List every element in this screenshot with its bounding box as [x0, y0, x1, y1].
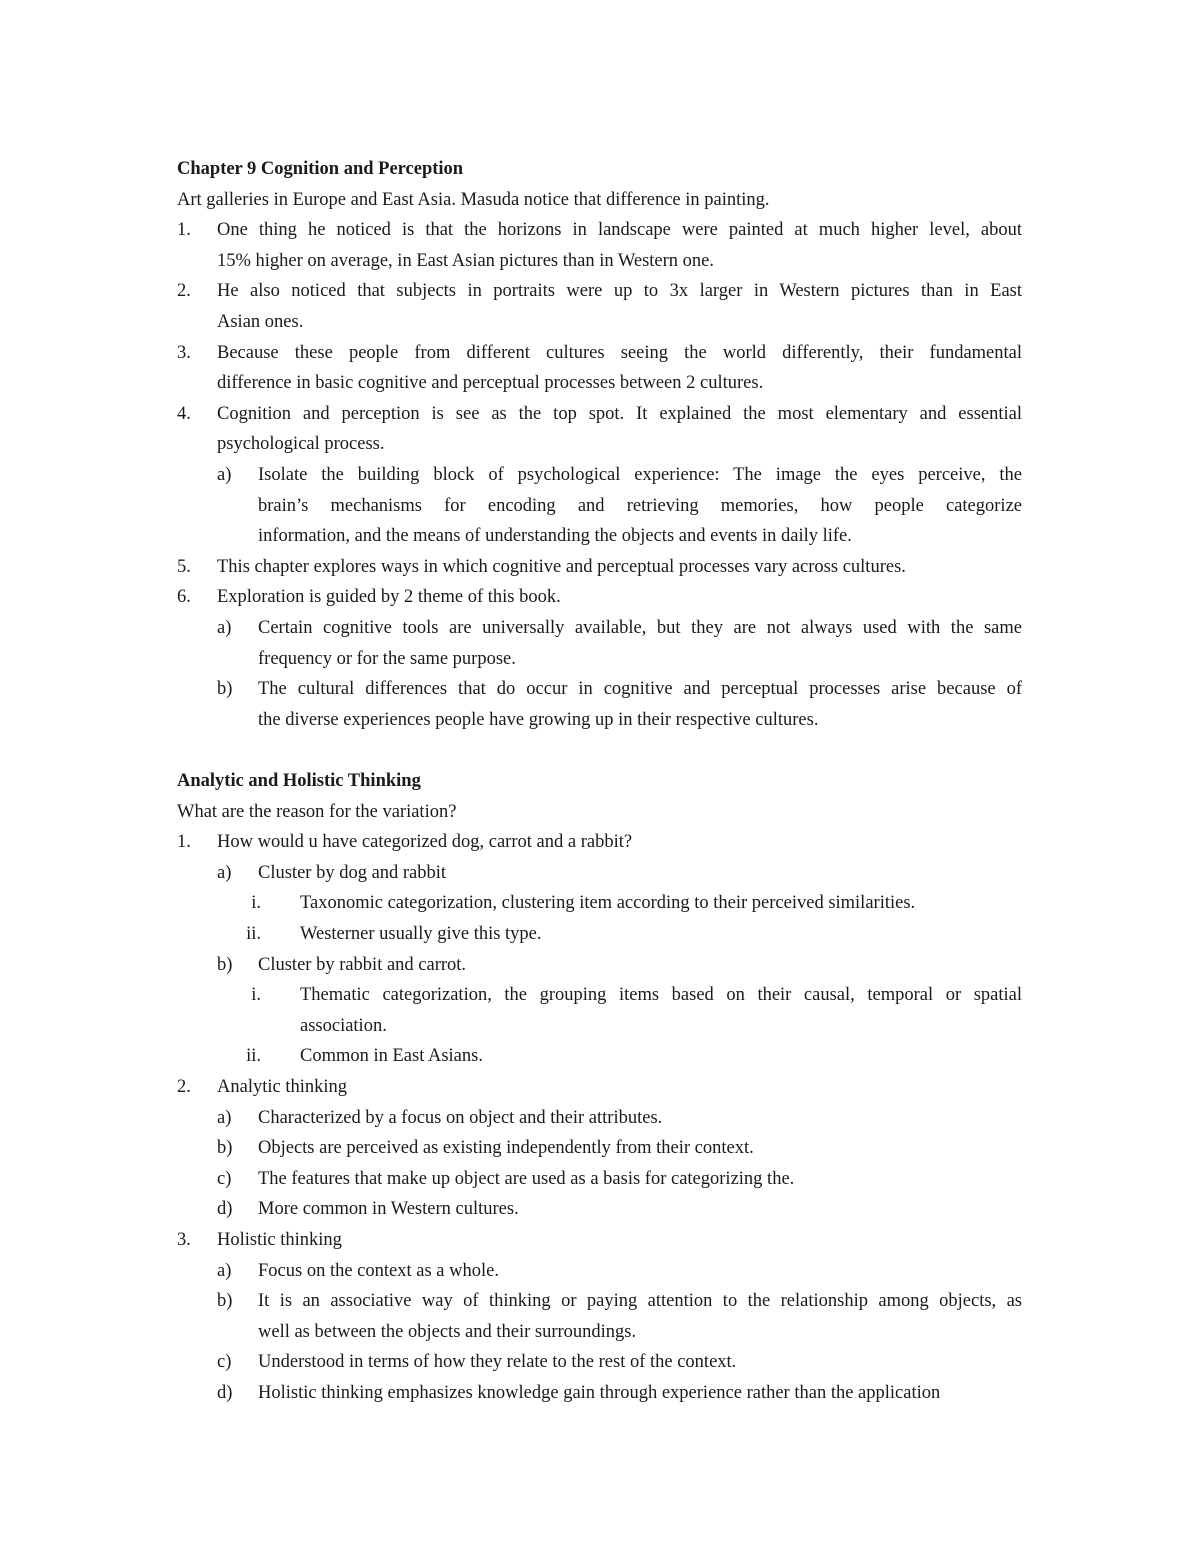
list-letter: b) — [217, 1291, 233, 1311]
list-item-text: Isolate the building block of psychological experience: The image the eyes perceive, the — [258, 465, 1022, 485]
list-letter: c) — [217, 1352, 232, 1372]
section-title: Analytic and Holistic Thinking — [177, 771, 421, 791]
list-letter: b) — [217, 955, 233, 975]
list-item-text: Asian ones. — [217, 312, 304, 332]
list-number: 2. — [177, 281, 191, 301]
list-number: 6. — [177, 587, 191, 607]
list-item-text: Cluster by rabbit and carrot. — [258, 955, 467, 975]
section-title: Chapter 9 Cognition and Perception — [177, 159, 464, 179]
list-item-text: Exploration is guided by 2 theme of this book. — [217, 587, 561, 607]
list-letter: a) — [217, 618, 232, 638]
list-number: 2. — [177, 1077, 191, 1097]
list-item-text: frequency or for the same purpose. — [258, 649, 516, 669]
list-item-text: Because these people from different cultures seeing the world differently, their fundamental — [217, 343, 1022, 363]
list-number: 3. — [177, 1230, 191, 1250]
list-item-text: brain’s mechanisms for encoding and retrieving memories, how people categorize — [258, 496, 1022, 516]
list-roman: ii. — [246, 1046, 261, 1066]
list-item-text: The features that make up object are used as a basis for categorizing the. — [258, 1169, 795, 1189]
list-item-text: Thematic categorization, the grouping items based on their causal, temporal or spatial — [300, 985, 1022, 1005]
list-letter: d) — [217, 1383, 233, 1403]
list-item-text: Cluster by dog and rabbit — [258, 863, 447, 883]
list-number: 1. — [177, 220, 191, 240]
list-item-text: He also noticed that subjects in portraits were up to 3x larger in Western pictures than in East — [217, 281, 1022, 301]
list-item-text: More common in Western cultures. — [258, 1199, 519, 1219]
list-item-text: Cognition and perception is see as the top spot. It explained the most elementary and essential — [217, 404, 1022, 424]
list-item-text: information, and the means of understanding the objects and events in daily life. — [258, 526, 852, 546]
list-item-text: 15% higher on average, in East Asian pictures than in Western one. — [217, 251, 715, 271]
list-item-text: Certain cognitive tools are universally available, but they are not always used with the same — [258, 618, 1022, 638]
list-item-text: Holistic thinking — [217, 1230, 342, 1250]
list-item-text: Understood in terms of how they relate to the rest of the context. — [258, 1352, 737, 1372]
list-item-text: This chapter explores ways in which cognitive and perceptual processes vary across cultures. — [217, 557, 906, 577]
list-letter: d) — [217, 1199, 233, 1219]
list-item-text: It is an associative way of thinking or paying attention to the relationship among objects, as — [258, 1291, 1022, 1311]
list-item-text: Analytic thinking — [217, 1077, 347, 1097]
list-item-text: Focus on the context as a whole. — [258, 1261, 499, 1281]
section-intro: Art galleries in Europe and East Asia. Masuda notice that difference in painting. — [177, 190, 770, 210]
section-intro: What are the reason for the variation? — [177, 802, 457, 822]
list-item-text: well as between the objects and their surroundings. — [258, 1322, 637, 1342]
list-number: 5. — [177, 557, 191, 577]
list-item-text: The cultural differences that do occur in cognitive and perceptual processes arise because of — [258, 679, 1022, 699]
list-item-text: One thing he noticed is that the horizons in landscape were painted at much higher level, about — [217, 220, 1022, 240]
list-letter: a) — [217, 1108, 232, 1128]
list-item-text: Westerner usually give this type. — [300, 924, 542, 944]
list-roman: i. — [251, 893, 261, 913]
list-item-text: the diverse experiences people have growing up in their respective cultures. — [258, 710, 819, 730]
list-roman: ii. — [246, 924, 261, 944]
list-number: 1. — [177, 832, 191, 852]
list-letter: b) — [217, 679, 233, 699]
list-letter: c) — [217, 1169, 232, 1189]
list-item-text: Objects are perceived as existing independently from their context. — [258, 1138, 754, 1158]
list-item-text: How would u have categorized dog, carrot and a rabbit? — [217, 832, 633, 852]
list-letter: a) — [217, 1261, 232, 1281]
list-item-text: difference in basic cognitive and perceptual processes between 2 cultures. — [217, 373, 764, 393]
list-item-text: Characterized by a focus on object and their attributes. — [258, 1108, 663, 1128]
list-item-text: Holistic thinking emphasizes knowledge gain through experience rather than the application — [258, 1383, 941, 1403]
list-item-text: Taxonomic categorization, clustering item according to their perceived similarities. — [300, 893, 916, 913]
list-item-text: psychological process. — [217, 434, 385, 454]
list-item-text: Common in East Asians. — [300, 1046, 483, 1066]
list-roman: i. — [251, 985, 261, 1005]
list-letter: a) — [217, 863, 232, 883]
list-item-text: association. — [300, 1016, 387, 1036]
list-number: 4. — [177, 404, 191, 424]
list-letter: b) — [217, 1138, 233, 1158]
list-number: 3. — [177, 343, 191, 363]
list-letter: a) — [217, 465, 232, 485]
